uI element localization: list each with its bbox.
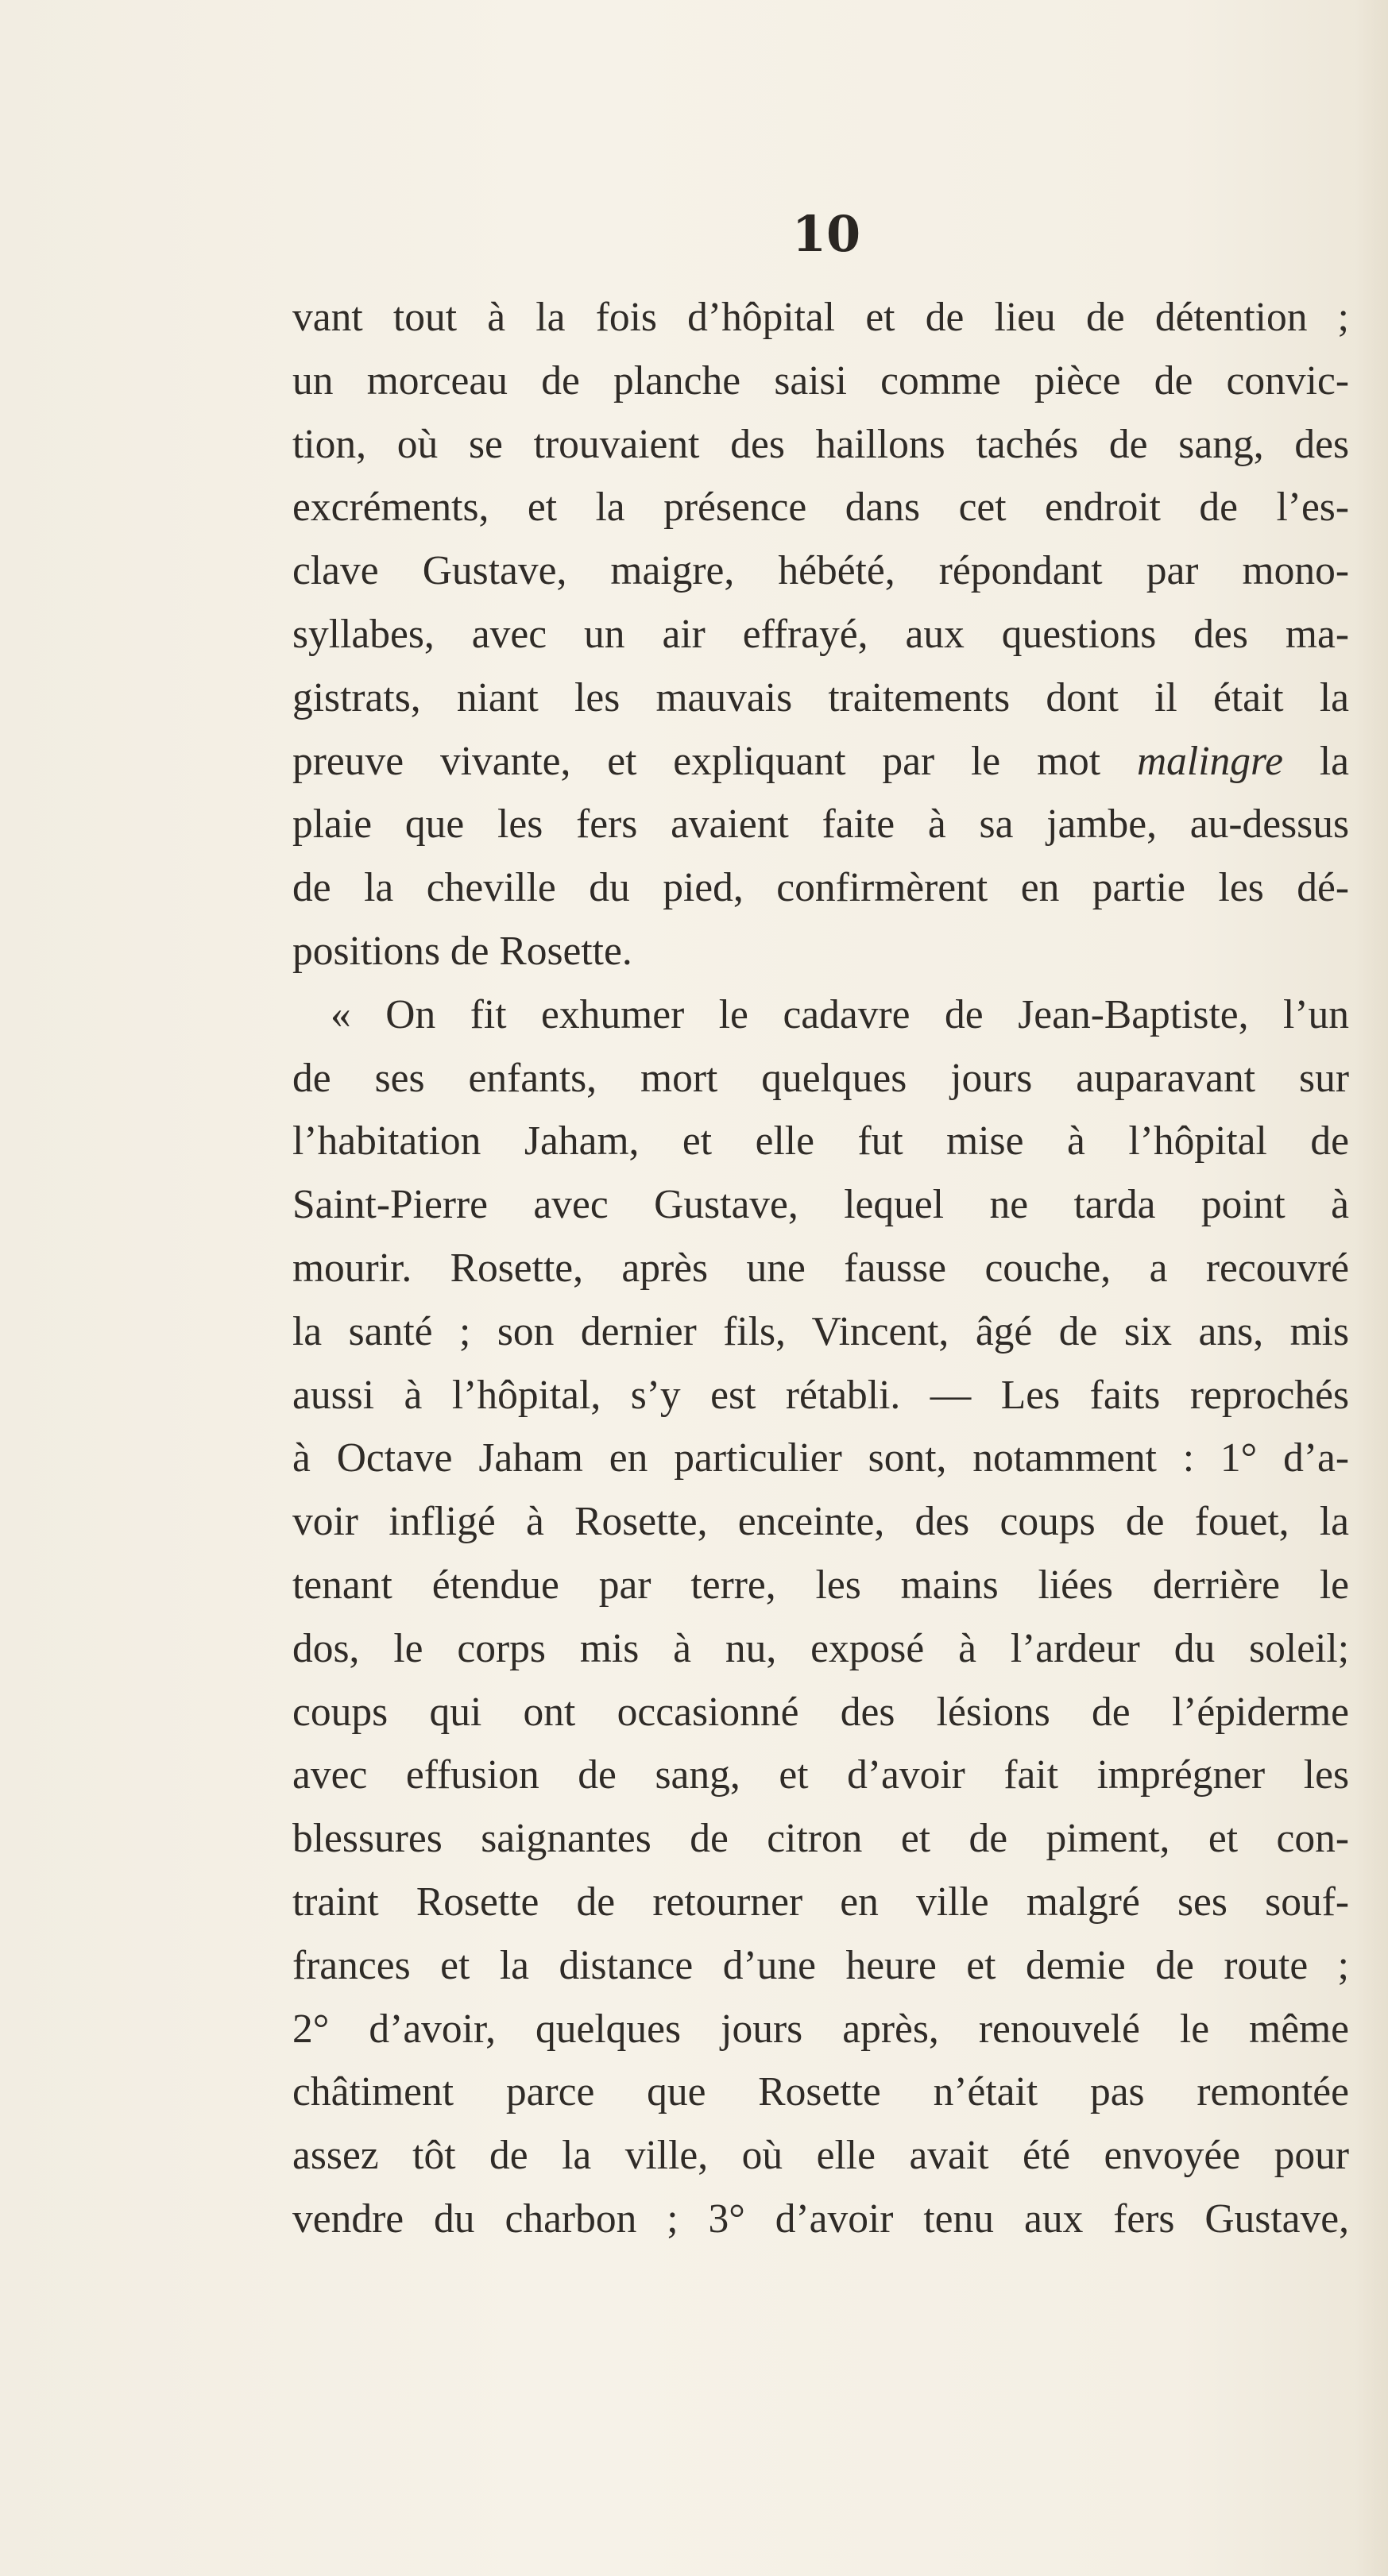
- text-line: 2° d’avoir, quelques jours après, renouvelé le même: [292, 2006, 1349, 2052]
- text-line: frances et la distance d’une heure et demie de route ;: [292, 1942, 1349, 1988]
- text-line: blessures saignantes de citron et de piment, et con-: [292, 1816, 1349, 1862]
- text-line: dos, le corps mis à nu, exposé à l’ardeur du soleil;: [292, 1625, 1349, 1671]
- text-line: syllabes, avec un air effrayé, aux questions des ma-: [292, 611, 1349, 657]
- text-line: vant tout à la fois d’hôpital et de lieu de détention ;: [292, 295, 1349, 340]
- text-line: traint Rosette de retourner en ville malgré ses souf-: [292, 1879, 1349, 1925]
- page-number: 10: [791, 205, 861, 263]
- text-line: mourir. Rosette, après une fausse couche, a recouvré: [292, 1245, 1349, 1291]
- text-line: vendre du charbon ; 3° d’avoir tenu aux fers Gustave,: [292, 2196, 1349, 2242]
- text-line: avec effusion de sang, et d’avoir fait imprégner les: [292, 1752, 1349, 1798]
- text-line: Saint-Pierre avec Gustave, lequel ne tarda point à: [292, 1182, 1349, 1228]
- page-edge-shadow: [1356, 0, 1388, 2576]
- body-text: [292, 286, 1349, 2251]
- text-line-with-italic: [292, 730, 1349, 794]
- text-line: tion, où se trouvaient des haillons tachés de sang, des: [292, 421, 1349, 467]
- text-line: clave Gustave, maigre, hébété, répondant par mono-: [292, 548, 1349, 594]
- text-line: à Octave Jaham en particulier sont, notamment : 1° d’a-: [292, 1435, 1349, 1481]
- italic-word: malingre: [1136, 738, 1283, 784]
- text-line: excréments, et la présence dans cet endroit de l’es-: [292, 485, 1349, 531]
- text-line: de la cheville du pied, confirmèrent en partie les dé-: [292, 865, 1349, 911]
- text-line: un morceau de planche saisi comme pièce de convic-: [292, 357, 1349, 404]
- text-segment: preuve vivante, et expliquant par le mot: [292, 738, 1137, 784]
- text-line: la santé ; son dernier fils, Vincent, âgé de six ans, mis: [292, 1308, 1349, 1354]
- text-line: plaie que les fers avaient faite à sa jambe, au-dessus: [292, 801, 1349, 848]
- text-segment: la: [1283, 738, 1349, 784]
- text-line: de ses enfants, mort quelques jours auparavant sur: [292, 1055, 1349, 1101]
- text-line: coups qui ont occasionné des lésions de l’épiderme: [292, 1689, 1349, 1735]
- text-line: châtiment parce que Rosette n’était pas remontée: [292, 2069, 1349, 2115]
- text-line: aussi à l’hôpital, s’y est rétabli. — Les faits reprochés: [292, 1372, 1349, 1418]
- text-line: gistrats, niant les mauvais traitements dont il était la: [292, 674, 1349, 720]
- text-line: tenant étendue par terre, les mains liées derrière le: [292, 1562, 1349, 1608]
- paragraph-end-line: positions de Rosette.: [292, 928, 632, 974]
- text-line: l’habitation Jaham, et elle fut mise à l’hôpital de: [292, 1118, 1349, 1164]
- paragraph-start-line: « On fit exhumer le cadavre de Jean-Baptiste, l’un: [331, 991, 1349, 1037]
- text-line: assez tôt de la ville, où elle avait été envoyée pour: [292, 2133, 1349, 2179]
- text-line: voir infligé à Rosette, enceinte, des coups de fouet, la: [292, 1499, 1349, 1545]
